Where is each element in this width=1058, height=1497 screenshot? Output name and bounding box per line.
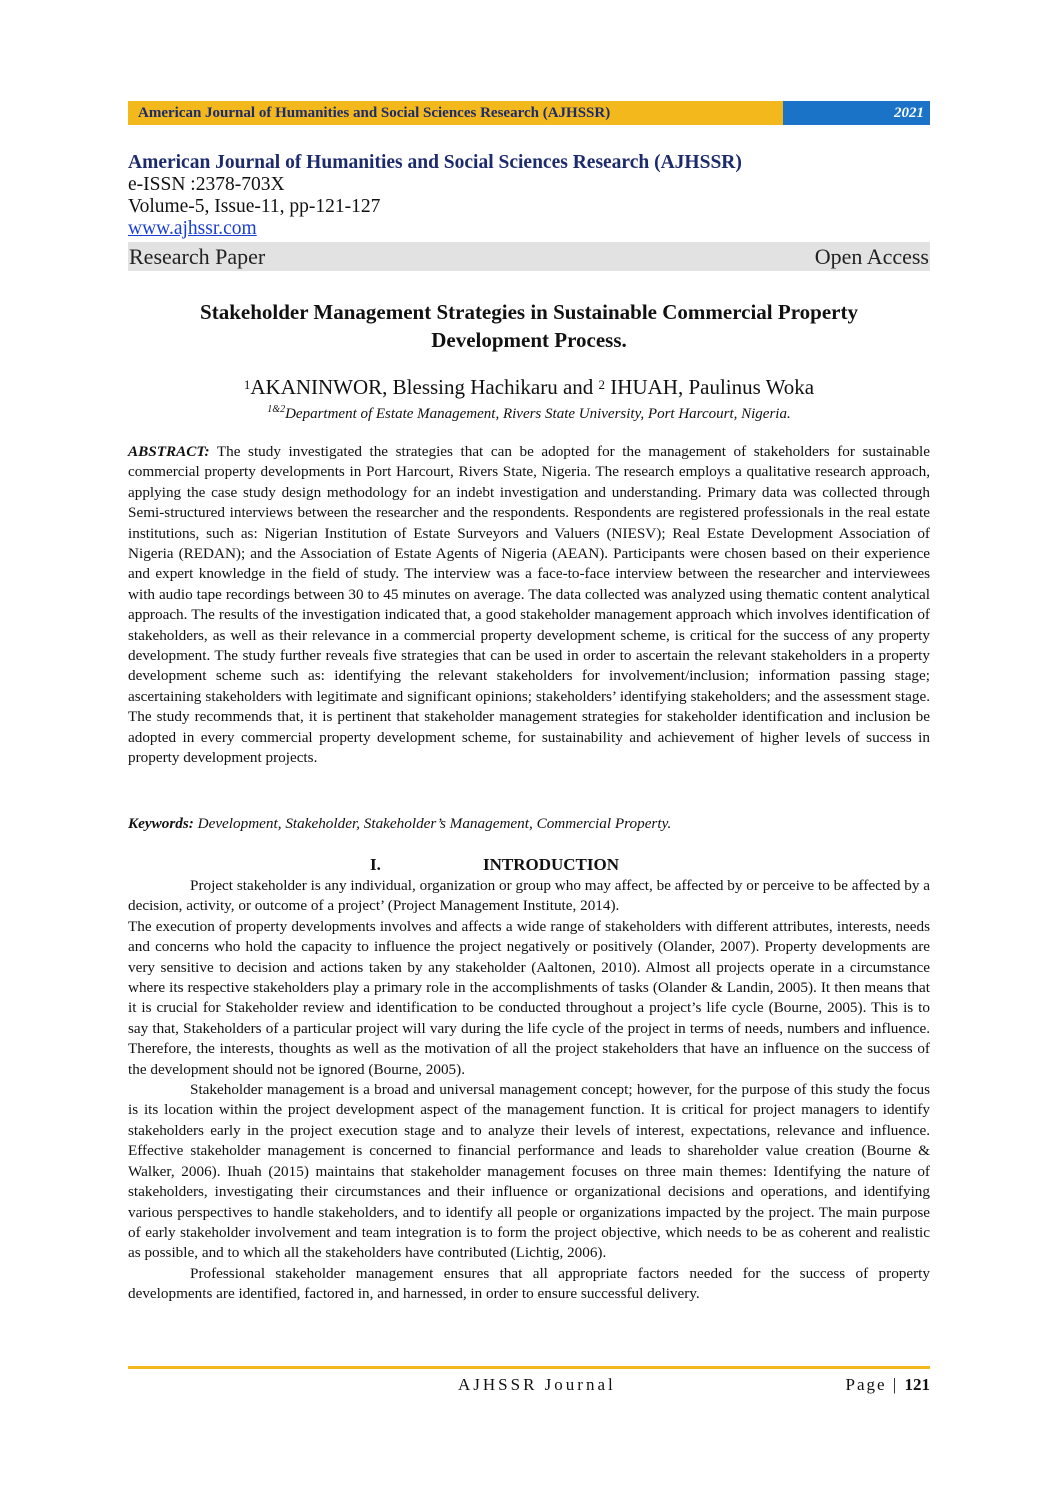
section-heading — [128, 854, 930, 876]
journal-banner — [128, 101, 930, 125]
intro-paragraph-1: Project stakeholder is any individual, organization or group who may affect, be affected by or perceive to be affected by a decision, activity, or outcome of a project’ (Project Management Institute, 2014). — [128, 877, 930, 915]
author1-superscript: 1 — [243, 377, 251, 392]
paper-type-bar — [128, 242, 930, 271]
affiliation-superscript: 1&2 — [267, 404, 286, 415]
abstract-text: The study investigated the strategies that can be adopted for the management of stakeholders for sustainable commercial property developments in Port Harcourt, Rivers State, Nigeria. The research employs a qualitative research approach, applying the case study design methodology for an indebt investigation and understanding. Primary data was collected through Semi-structured interviews between the researcher and the respondents. Respondents are registered professionals in the real estate institutions, such as: Nigerian Institution of Estate Surveyors and Valuers (NIESV); Real Estate Development Association of Nigeria (REDAN); and the Association of Estate Agents of Nigeria (AEAN). Participants were chosen based on their experience and expert knowledge in the field of study. The interview was a face-to-face interview between the researcher and interviewees with audio tape recordings between 30 to 45 minutes on average. The data collected was analyzed using thematic content analytical approach. The results of the investigation indicated that, a good stakeholder management approach which involves identification of stakeholders, as well as their relevance in a commercial property development scheme, is critical for the success of any property development. The study further reveals five strategies that can be used in order to ascertain the relevant stakeholders in a property development scheme such as: identifying the relevant stakeholders for involvement/inclusion; information passing stage; ascertaining stakeholders with legitimate and significant opinions; stakeholders’ identifying stakeholders; and the assessment stage. The study recommends that, it is pertinent that stakeholder management strategies for stakeholder identification and inclusion be adopted in every commercial property development scheme, for sustainability and achievement of higher levels of success in property development projects. — [128, 443, 930, 767]
keywords-text: Development, Stakeholder, Stakeholder’s Management, Commercial Property. — [193, 815, 672, 832]
author1-name: AKANINWOR, Blessing Hachikaru and — [250, 375, 599, 399]
footer-divider — [128, 1366, 930, 1369]
keywords — [128, 814, 930, 834]
author2-name: IHUAH, Paulinus Woka — [605, 375, 815, 399]
journal-volume: Volume-5, Issue-11, pp-121-127 — [128, 196, 381, 217]
footer-page-number: 121 — [904, 1375, 930, 1394]
journal-title: American Journal of Humanities and Social Sciences Research (AJHSSR) — [128, 152, 742, 173]
intro-paragraph-3: Stakeholder management is a broad and universal management concept; however, for the purpose of this study the focus is its location within the project development aspect of the management function. It is critical for project managers to identify stakeholders early in the project execution stage and to analyze their levels of interest, expectations, relevance and influence. Effective stakeholder management is concerned to financial performance and leads to shareholder value creation (Bourne & Walker, 2006). Ihuah (2015) maintains that stakeholder management focuses on three main themes: Identifying the nature of stakeholders, investigating their circumstances and their influence or organizational decisions and operations, and identifying various perspectives to handle stakeholders, and to identify all people or organizations impacted by the project. The main purpose of early stakeholder involvement and team integration is to form the project objective, which needs to be as coherent and realistic as possible, and to which all the stakeholders have contributed (Lichtig, 2006). — [128, 1081, 930, 1262]
affiliation-text: Department of Estate Management, Rivers State University, Port Harcourt, Nigeria. — [285, 406, 791, 422]
affiliation — [128, 400, 930, 424]
journal-info — [128, 152, 930, 271]
keywords-label: Keywords: — [128, 815, 194, 832]
footer-page-label: Page | — [845, 1375, 905, 1394]
section-title: INTRODUCTION — [483, 855, 620, 874]
paper-title-line1: Stakeholder Management Strategies in Sustainable Commercial Property — [200, 300, 858, 324]
footer-journal: AJHSSR Journal — [458, 1375, 616, 1394]
introduction-body — [128, 876, 930, 1305]
section-number: I. — [370, 855, 381, 874]
journal-website-link[interactable]: www.ajhssr.com — [128, 218, 257, 239]
intro-paragraph-2: The execution of property developments involves and affects a wide range of stakeholders with different attributes, interests, needs and concerns who hold the capacity to influence the project negatively or positively (Olander, 2007). Property developments are very sensitive to decision and actions taken by any stakeholder (Aaltonen, 2010). Almost all projects operate in a circumstance where its respective stakeholders play a primary role in the accomplishments of tasks (Olander & Landin, 2005). It then means that it is crucial for Stakeholder review and identification to be conducted throughout a project’s life cycle (Bourne, 2005). This is to say that, Stakeholders of a particular project will vary during the life cycle of the project in terms of needs, numbers and influence. Therefore, the interests, thoughts as well as the motivation of all the project stakeholders that have an influence on the success of the development should not be ignored (Bourne, 2005). — [128, 917, 930, 1078]
authors — [128, 374, 930, 400]
paper-title-line2: Development Process. — [431, 328, 627, 352]
banner-year: 2021 — [783, 101, 930, 125]
paper-type: Research Paper — [129, 243, 266, 269]
footer-page — [846, 1374, 930, 1396]
paper-title — [128, 298, 930, 354]
abstract-label: ABSTRACT: — [128, 443, 210, 460]
banner-journal-name: American Journal of Humanities and Social Sciences Research (AJHSSR) — [128, 101, 783, 125]
author2-superscript: 2 — [598, 377, 606, 392]
intro-paragraph-4: Professional stakeholder management ensures that all appropriate factors needed for the success of property developments are identified, factored in, and harnessed, in order to ensure successful delivery. — [128, 1264, 930, 1303]
page-footer — [128, 1374, 930, 1396]
abstract — [128, 442, 930, 769]
journal-issn: e-ISSN :2378-703X — [128, 174, 285, 195]
access-type: Open Access — [814, 243, 929, 269]
